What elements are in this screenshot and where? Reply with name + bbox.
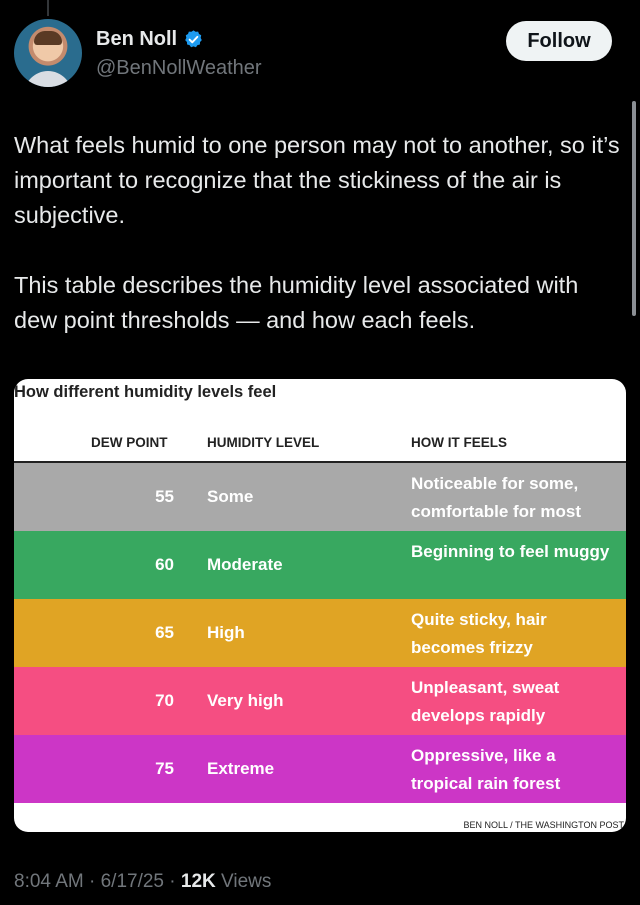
how-it-feels-value: Beginning to feel muggy <box>411 542 610 561</box>
humidity-level-value: Moderate <box>207 555 283 574</box>
tweet-text <box>14 128 626 338</box>
how-it-feels-value: Unpleasant, sweat develops rapidly <box>411 678 560 725</box>
follow-button[interactable]: Follow <box>506 21 612 61</box>
meta-separator: · <box>89 871 96 892</box>
dew-point-value: 65 <box>155 623 174 642</box>
dew-point-value: 55 <box>155 487 174 506</box>
humidity-level-value: Very high <box>207 691 284 710</box>
table-row <box>14 735 626 803</box>
column-header-dew-point: DEW POINT <box>91 435 168 450</box>
tweet-date[interactable]: 6/17/25 <box>100 871 165 892</box>
image-credit: BEN NOLL / THE WASHINGTON POST <box>463 820 624 830</box>
table-title: How different humidity levels feel <box>14 383 277 401</box>
humidity-level-value: Extreme <box>207 759 275 778</box>
author-name-row <box>96 28 204 51</box>
table-row <box>14 599 626 667</box>
meta-separator: · <box>169 871 176 892</box>
humidity-level-value: Some <box>207 487 254 506</box>
dew-point-value: 60 <box>155 555 174 574</box>
tweet-paragraph-1: What feels humid to one person may not to another, so it’s important to recognize that the stickiness of the air is subjective. <box>14 132 627 228</box>
table-row <box>14 667 626 735</box>
views-count[interactable]: 12K <box>180 871 216 892</box>
table-row <box>14 463 626 531</box>
tweet-meta <box>14 871 271 893</box>
humidity-level-value: High <box>207 623 245 642</box>
humidity-table-image[interactable] <box>14 379 626 832</box>
dew-point-value: 75 <box>155 759 174 778</box>
avatar-hair <box>34 31 62 45</box>
tweet-time[interactable]: 8:04 AM <box>14 871 84 892</box>
how-it-feels-value: Noticeable for some, comfortable for most <box>411 474 582 521</box>
verified-badge-icon[interactable] <box>183 29 204 50</box>
views-label: Views <box>221 871 272 892</box>
scrollbar-thumb[interactable] <box>632 101 636 316</box>
tweet-paragraph-2: This table describes the humidity level associated with dew point thresholds — and how each feels. <box>14 272 585 333</box>
avatar[interactable] <box>14 19 82 87</box>
thread-connector-line <box>47 0 49 16</box>
column-header-humidity-level: HUMIDITY LEVEL <box>207 435 320 450</box>
table-row <box>14 531 626 599</box>
author-handle[interactable]: @BenNollWeather <box>96 57 262 79</box>
how-it-feels-value: Oppressive, like a tropical rain forest <box>411 746 561 793</box>
dew-point-value: 70 <box>155 691 174 710</box>
avatar-shirt <box>24 71 72 87</box>
author-display-name[interactable]: Ben Noll <box>96 28 178 50</box>
how-it-feels-value: Quite sticky, hair becomes frizzy <box>411 610 547 657</box>
column-header-how-it-feels: HOW IT FEELS <box>411 435 507 450</box>
